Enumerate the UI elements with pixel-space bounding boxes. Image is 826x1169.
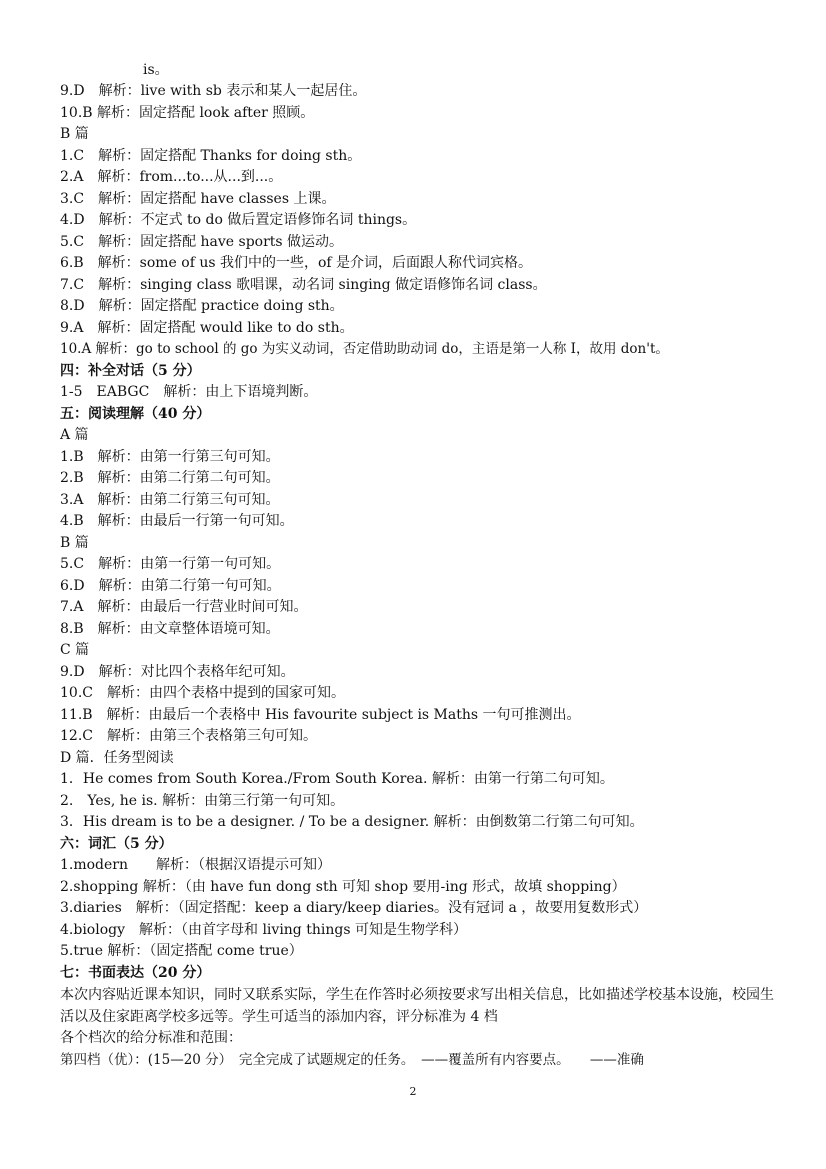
answer-line: 9.D 解析：对比四个表格年纪可知。 (60, 664, 295, 680)
subsection-heading: B 篇 (60, 535, 89, 551)
answer-line: 7.A 解析：由最后一行营业时间可知。 (60, 599, 308, 615)
answer-line: 10.B 解析：固定搭配 look after 照顾。 (60, 105, 315, 121)
answer-line: 12.C 解析：由第三个表格第三句可知。 (60, 728, 317, 744)
answer-line: 4.B 解析：由最后一行第一句可知。 (60, 513, 294, 529)
answer-line: 6.B 解析：some of us 我们中的一些，of 是介词，后面跟人称代词宾格。 (60, 255, 533, 271)
paragraph: 本次内容贴近课本知识，同时又联系实际，学生在作答时必须按要求写出相关信息，比如描述学校基本设施，校园生活以及住家距离学校多远等。学生可适当的添加内容，评分标准为 4 档 (60, 987, 774, 1025)
answer-line: 6.D 解析：由第二行第一句可知。 (60, 578, 281, 594)
section-heading: 六：词汇（5 分） (60, 836, 173, 852)
answer-line: 3.C 解析：固定搭配 have classes 上课。 (60, 191, 336, 207)
answer-line: 10.C 解析：由四个表格中提到的国家可知。 (60, 685, 345, 701)
answer-line: 9.A 解析：固定搭配 would like to do sth。 (60, 320, 354, 336)
page-number: 2 (409, 1085, 417, 1098)
answer-line: 7.C 解析：singing class 歌唱课，动名词 singing 做定语修饰名词 class。 (60, 277, 547, 293)
subsection-heading: D 篇．任务型阅读 (60, 750, 174, 766)
section-heading: 五：阅读理解（40 分） (60, 406, 211, 422)
section-heading: 七：书面表达（20 分） (60, 965, 211, 981)
answer-line: 1.modern 解析：（根据汉语提示可知） (60, 857, 332, 873)
answer-line: 2. Yes, he is. 解析：由第三行第一句可知。 (60, 793, 345, 809)
answer-line: 2.B 解析：由第二行第二句可知。 (60, 470, 280, 486)
answer-line: 8.D 解析：固定搭配 practice doing sth。 (60, 298, 344, 314)
answer-line: 1．He comes from South Korea./From South Korea. 解析：由第一行第二句可知。 (60, 771, 614, 787)
answer-line: 5.C 解析：固定搭配 have sports 做运动。 (60, 234, 344, 250)
answer-line: 10.A 解析：go to school 的 go 为实义动词，否定借助助动词 do，主语是第一人称 I，故用 don't。 (60, 341, 669, 357)
subsection-heading: B 篇 (60, 126, 89, 142)
answer-line: 2.shopping 解析：（由 have fun dong sth 可知 shop 要用-ing 形式，故填 shopping） (60, 879, 626, 895)
text-line: 第四档（优）：(15—20 分） 完全完成了试题规定的任务。 ——覆盖所有内容要点。 ——准确 (60, 1052, 644, 1068)
text-line: 各个档次的给分标准和范围： (60, 1030, 242, 1046)
answer-line: 5.C 解析：由第一行第一句可知。 (60, 556, 281, 572)
answer-line: 2.A 解析：from...to...从...到...。 (60, 169, 283, 185)
section-heading: 四：补全对话（5 分） (60, 363, 201, 379)
answer-line: 11.B 解析：由最后一个表格中 His favourite subject is Maths 一句可推测出。 (60, 707, 581, 723)
text-line: is。 (143, 62, 169, 78)
answer-line: 5.true 解析：（固定搭配 come true） (60, 943, 303, 959)
answer-line: 8.B 解析：由文章整体语境可知。 (60, 621, 280, 637)
subsection-heading: C 篇 (60, 642, 90, 658)
answer-line: 3.diaries 解析：（固定搭配：keep a diary/keep diaries。没有冠词 a ，故要用复数形式） (60, 900, 648, 916)
answer-line: 1.C 解析：固定搭配 Thanks for doing sth。 (60, 148, 362, 164)
answer-line: 4.D 解析：不定式 to do 做后置定语修饰名词 things。 (60, 212, 417, 228)
answer-line: 4.biology 解析：（由首字母和 living things 可知是生物学科） (60, 922, 467, 938)
answer-line: 1.B 解析：由第一行第三句可知。 (60, 449, 280, 465)
answer-line: 9.D 解析：live with sb 表示和某人一起居住。 (60, 83, 367, 99)
answer-line: 3.A 解析：由第二行第三句可知。 (60, 492, 280, 508)
answer-line: 1-5 EABGC 解析：由上下语境判断。 (60, 384, 318, 400)
answer-line: 3．His dream is to be a designer. / To be a designer. 解析：由倒数第二行第二句可知。 (60, 814, 644, 830)
subsection-heading: A 篇 (60, 427, 89, 443)
